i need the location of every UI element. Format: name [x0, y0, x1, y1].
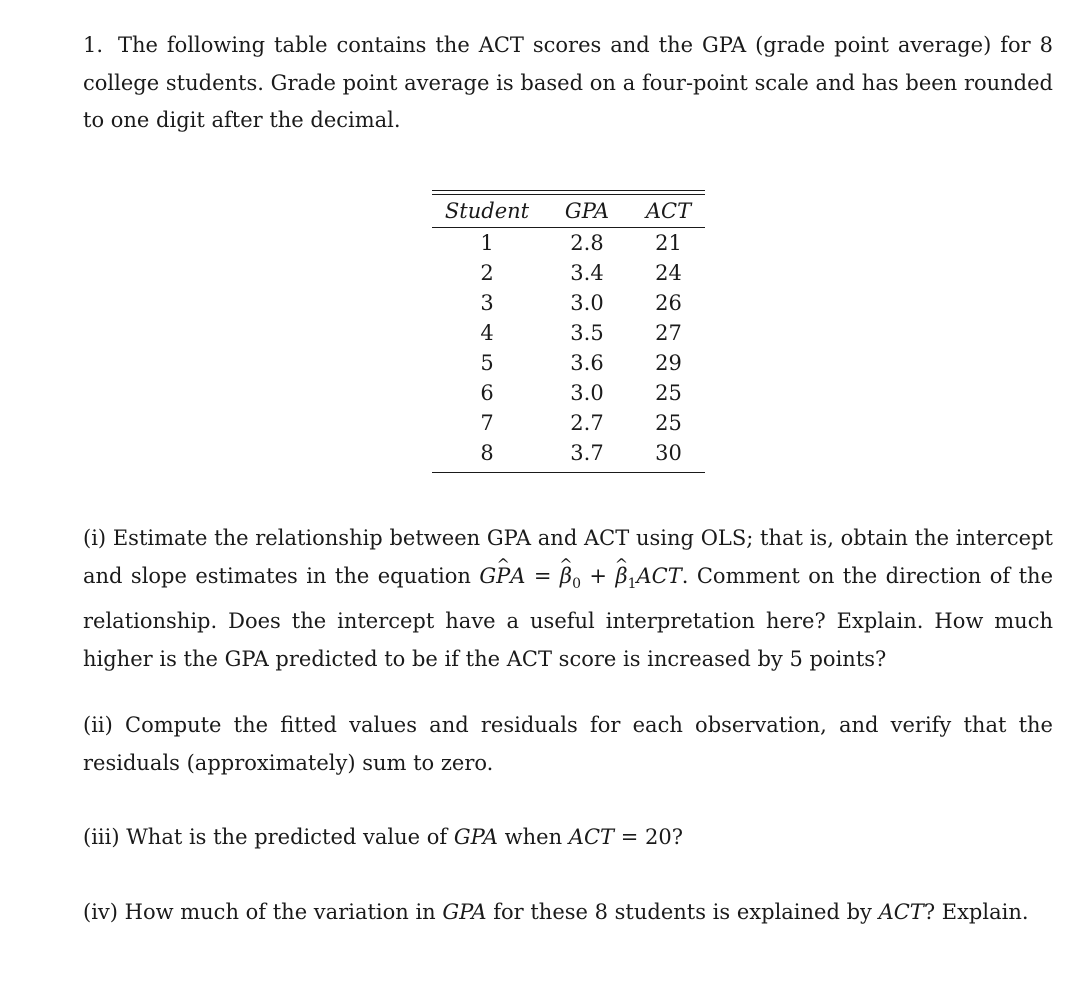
act-cell: 21: [655, 231, 682, 255]
gpa-cell: 3.0: [570, 291, 604, 315]
act-cell: 25: [655, 381, 682, 405]
gpa-cell: 3.0: [570, 381, 604, 405]
equation-act: ACT: [636, 563, 682, 588]
student-cell: 3: [480, 291, 494, 315]
table-row: [432, 318, 705, 348]
equation-beta0: ^ β: [560, 558, 572, 596]
table-header-row: [432, 195, 705, 228]
equation-beta1: ^ β: [615, 558, 627, 596]
column-header-student: Student: [432, 195, 542, 228]
question-iii: (iii) What is the predicted value of GPA when ACT = 20?: [83, 825, 683, 849]
question-i: [83, 520, 1053, 678]
act-cell: 26: [655, 291, 682, 315]
problem-intro: [83, 27, 1053, 140]
gpa-cell: 2.7: [570, 411, 604, 435]
question-ii: (ii) Compute the fitted values and residuals for each observation, and verify that the residuals (approximately) sum to zero.: [83, 713, 1053, 775]
gpa-cell: 3.5: [570, 321, 604, 345]
student-cell: 2: [480, 261, 494, 285]
question-i-text-cont: . Comment on the direction of the relationship. Does the intercept have a useful interpretation here? Explain. How much higher is the GPA predicted to be if the ACT score is increased by 5 points?: [83, 563, 1053, 671]
column-header-gpa: GPA: [542, 195, 632, 228]
equation-gpa-hat: G^ PA: [479, 564, 525, 588]
question-i-text: (i) Estimate the relationship between GPA and ACT using OLS; that is, obtain the intercept and slope estimates in the equation: [83, 526, 1053, 588]
table-row: [432, 258, 705, 288]
table-row: [432, 378, 705, 408]
student-cell: 5: [480, 351, 494, 375]
student-cell: 1: [480, 231, 494, 255]
act-cell: 24: [655, 261, 682, 285]
table-row: [432, 288, 705, 318]
table-row: [432, 228, 705, 259]
act-cell: 27: [655, 321, 682, 345]
student-cell: 6: [480, 381, 494, 405]
act-cell: 25: [655, 411, 682, 435]
act-cell: 29: [655, 351, 682, 375]
equation: G^ PA = ^ $\beta_0$ + ^ $\beta_1ACT$: [479, 564, 681, 588]
student-cell: 8: [480, 441, 494, 465]
table-row: [432, 438, 705, 468]
gpa-cell: 3.7: [570, 441, 604, 465]
gpa-cell: 3.6: [570, 351, 604, 375]
problem-intro-text: The following table contains the ACT scores and the GPA (grade point average) for 8 college students. Grade point average is based on a four-point scale and has been rounded to one digit after the decimal.: [83, 33, 1053, 132]
act-cell: 30: [655, 441, 682, 465]
column-header-act: ACT: [632, 195, 705, 228]
table-row: [432, 348, 705, 378]
student-cell: 4: [480, 321, 494, 345]
question-iv: (iv) How much of the variation in GPA for these 8 students is explained by ACT? Explain.: [83, 900, 1029, 924]
data-table: [432, 190, 705, 473]
table-row: [432, 408, 705, 438]
gpa-cell: 2.8: [570, 231, 604, 255]
gpa-cell: 3.4: [570, 261, 604, 285]
problem-number: 1.: [83, 33, 104, 57]
student-cell: 7: [480, 411, 494, 435]
table-bottom-rule: [432, 472, 705, 473]
